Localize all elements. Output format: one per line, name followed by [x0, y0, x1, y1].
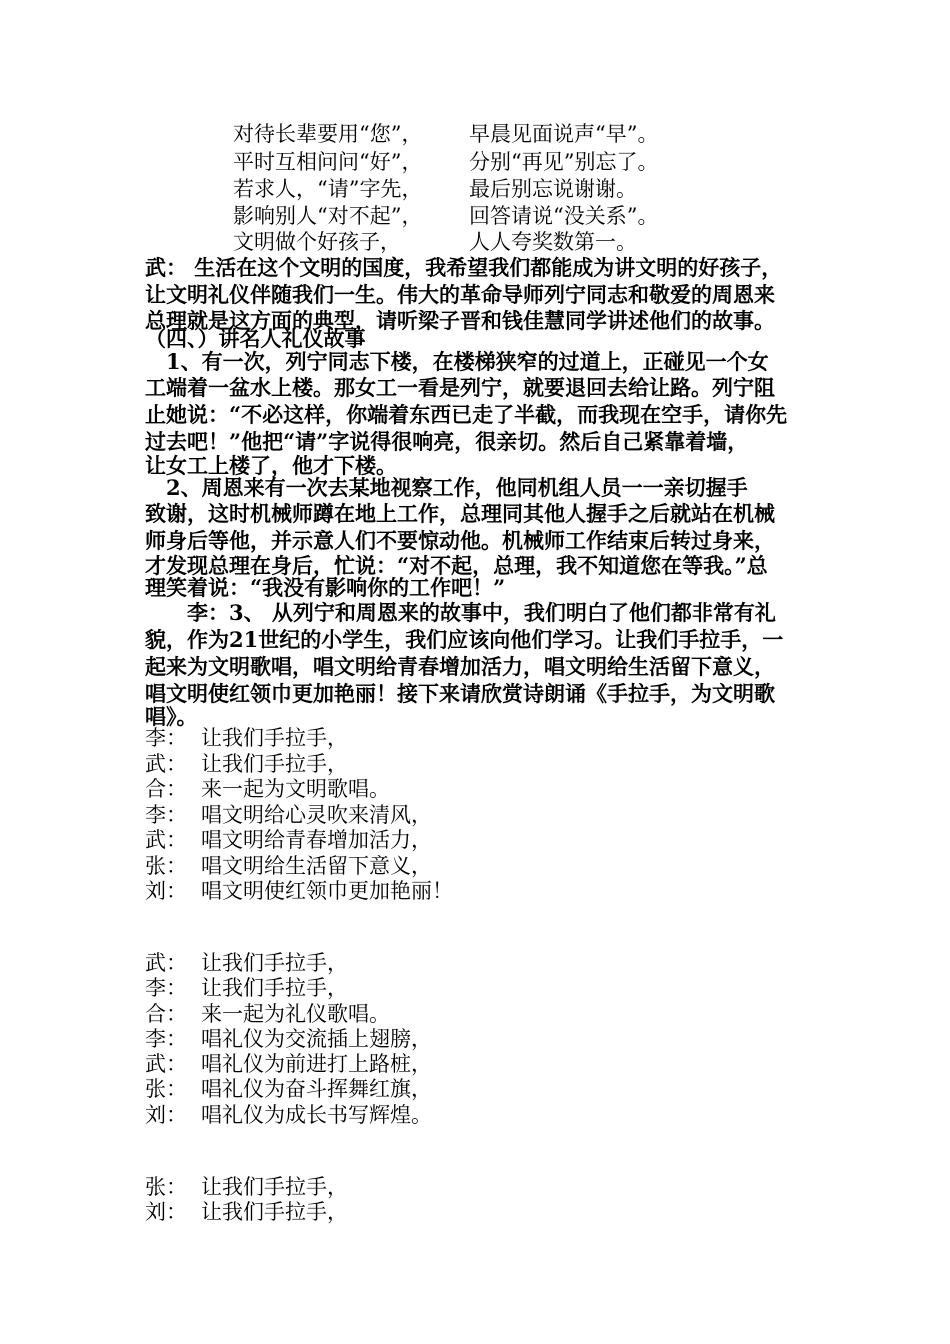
recital-line: 张： 唱文明给生活留下意义， [145, 854, 432, 878]
speaker-label: 武： [145, 752, 187, 776]
section-heading: （四、）讲名人礼仪故事 [145, 326, 366, 351]
paragraph-line: 貌，作为21世纪的小学生，我们应该向他们学习。让我们手拉手，一 [145, 627, 784, 652]
speaker-label: 合： [145, 777, 187, 801]
speaker-label: 李： [145, 726, 187, 750]
paragraph-line: 1、有一次，列宁同志下楼，在楼梯狭窄的过道上，正碰见一个女 [145, 349, 769, 374]
poem-line: 影响别人“对不起”， 回答请说“没关系”。 [233, 204, 659, 228]
paragraph-line: 致谢，这时机械师蹲在地上工作，总理同其他人握手之后就站在机械 [145, 501, 775, 526]
poem-line: 对待长辈要用“您”， 早晨见面说声“早”。 [233, 122, 659, 146]
paragraph-line: 武： 生活在这个文明的国度，我希望我们都能成为讲文明的好孩子， [145, 255, 783, 280]
speaker-label: 张： [145, 1077, 187, 1101]
speaker-label: 李： [145, 1027, 187, 1051]
speaker-label: 李： [145, 803, 187, 827]
recital-line: 李： 唱礼仪为交流插上翅膀， [145, 1027, 432, 1051]
recital-line: 李： 唱文明给心灵吹来清风， [145, 803, 432, 827]
poem-line: 文明做个好孩子， 人人夸奖数第一。 [233, 230, 637, 254]
recital-line: 刘： 唱礼仪为成长书写辉煌。 [145, 1103, 432, 1127]
speaker-label: 刘： [145, 1200, 187, 1224]
paragraph-line: 止她说：“不必这样，你端着东西已走了半截，而我现在空手，请你先 [145, 402, 788, 427]
recital-line: 合： 来一起为礼仪歌唱。 [145, 1002, 390, 1026]
speaker-label: 李： [145, 976, 187, 1000]
recital-line: 李： 让我们手拉手， [145, 726, 348, 750]
speaker-label: 刘： [145, 879, 187, 903]
speaker-label: 武： [145, 1052, 187, 1076]
recital-line: 刘： 让我们手拉手， [145, 1200, 348, 1224]
recital-line: 刘： 唱文明使红领巾更加艳丽！ [145, 879, 453, 903]
recital-line: 武： 让我们手拉手， [145, 951, 348, 975]
speaker-label: 合： [145, 1002, 187, 1026]
paragraph-line: 总理就是这方面的典型，请听梁子晋和钱佳慧同学讲述他们的故事。 [145, 308, 775, 333]
recital-line: 合： 来一起为文明歌唱。 [145, 777, 390, 801]
recital-line: 张： 唱礼仪为奋斗挥舞红旗， [145, 1077, 432, 1101]
recital-line: 武： 唱礼仪为前进打上路桩， [145, 1052, 432, 1076]
paragraph-line: 过去吧！”他把“请”字说得很响亮，很亲切。然后自己紧靠着墙， [145, 429, 749, 454]
paragraph-line: 理笑着说：“我没有影响你的工作吧！” [145, 575, 506, 600]
poem-line: 若求人，“请”字先， 最后别忘说谢谢。 [233, 177, 637, 201]
speaker-label: 刘： [145, 1103, 187, 1127]
paragraph-line: 起来为文明歌唱，唱文明给青春增加活力，唱文明给生活留下意义， [145, 654, 775, 679]
speaker-label: 张： [145, 1175, 187, 1199]
speaker-label: 张： [145, 854, 187, 878]
paragraph-line: 让女工上楼了，他才下楼。 [145, 453, 397, 478]
paragraph-line: 工端着一盆水上楼。那女工一看是列宁，就要退回去给让路。列宁阻 [145, 375, 775, 400]
paragraph-line: 师身后等他，并示意人们不要惊动他。机械师工作结束后转过身来， [145, 528, 775, 553]
speaker-label: 武： [145, 828, 187, 852]
recital-line: 武： 让我们手拉手， [145, 752, 348, 776]
paragraph-line: 才发现总理在身后，忙说：“对不起，总理，我不知道您在等我。”总 [145, 553, 768, 578]
recital-line: 李： 让我们手拉手， [145, 976, 348, 1000]
paragraph-line: 李：3、 从列宁和周恩来的故事中，我们明白了他们都非常有礼 [145, 600, 776, 625]
recital-line: 武： 唱文明给青春增加活力， [145, 828, 432, 852]
speaker-label: 武： [145, 951, 187, 975]
paragraph-line: 2、周恩来有一次去某地视察工作，他同机组人员一一亲切握手 [145, 475, 748, 500]
paragraph-line: 唱文明使红领巾更加艳丽！接下来请欣赏诗朗诵《手拉手，为文明歌 [145, 681, 775, 706]
paragraph-line: 让文明礼仪伴随我们一生。伟大的革命导师列宁同志和敬爱的周恩来 [145, 282, 775, 307]
recital-line: 张： 让我们手拉手， [145, 1175, 348, 1199]
poem-line: 平时互相问问“好”， 分别“再见”别忘了。 [233, 150, 659, 174]
paragraph-line: 唱》。 [145, 704, 198, 729]
